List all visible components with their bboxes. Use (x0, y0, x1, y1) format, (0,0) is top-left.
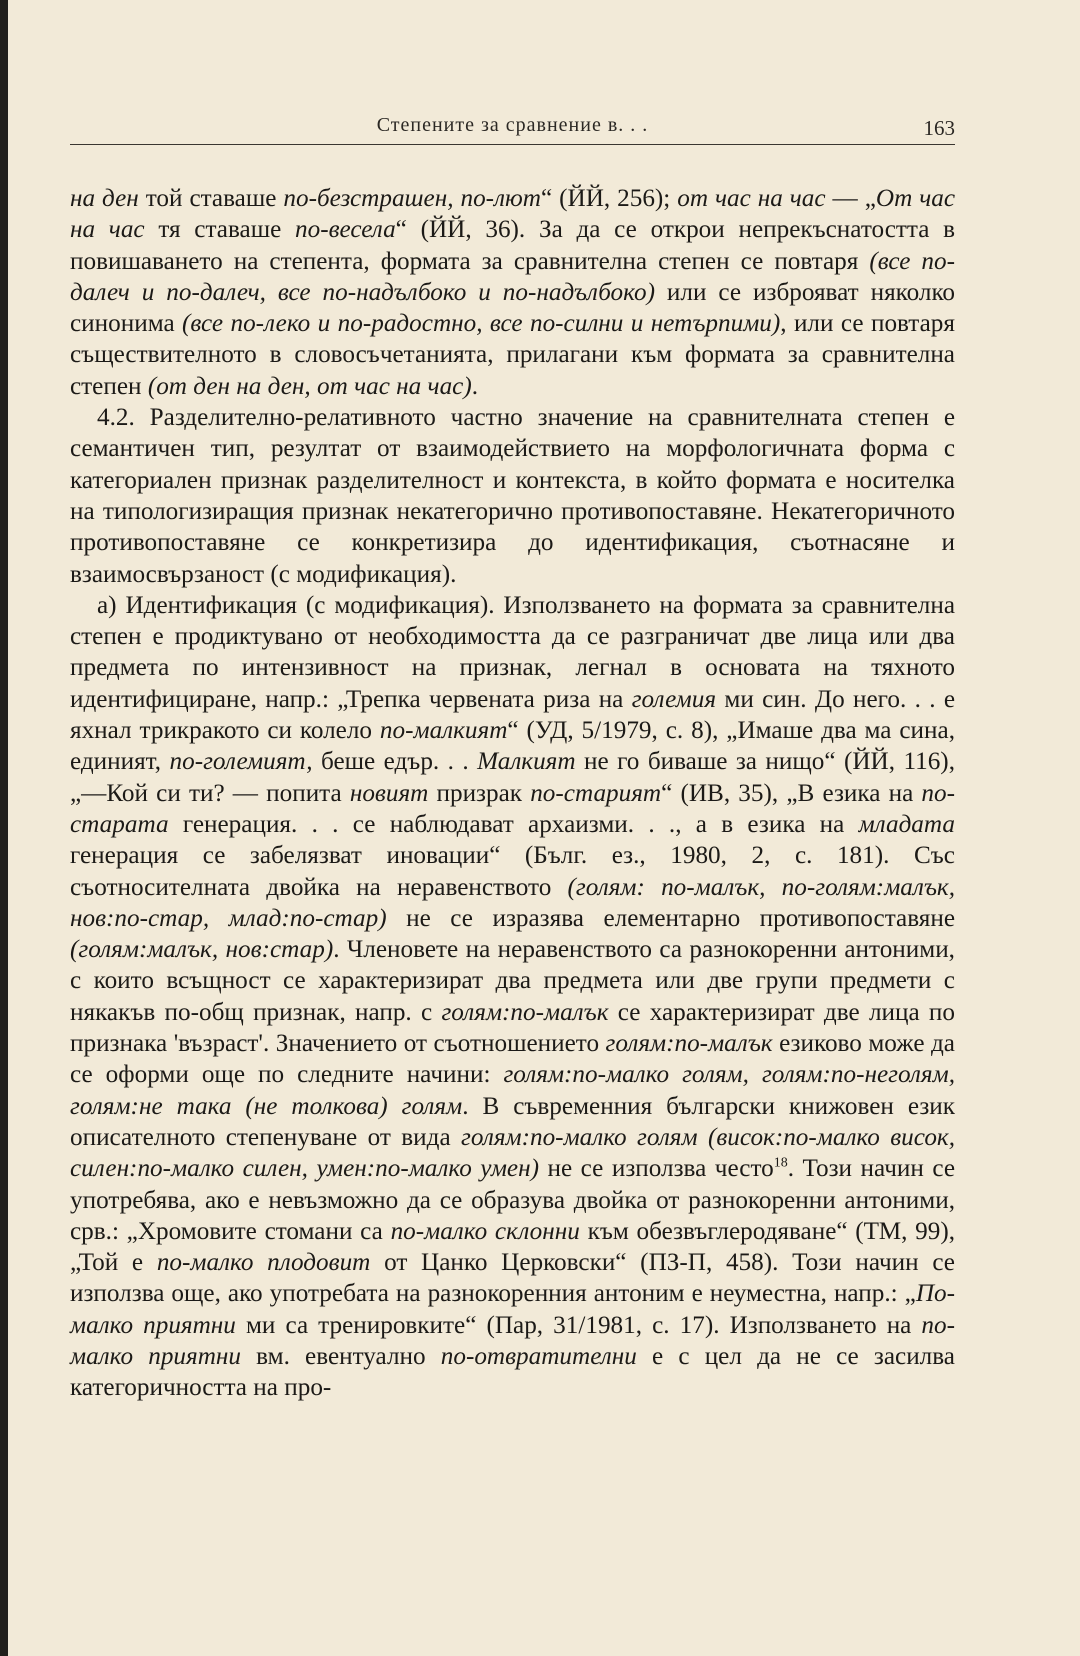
text-run: ми син. До него. . . е яхнал трикракото си колело (70, 685, 956, 745)
italic-example: голям:по-малък (441, 998, 609, 1026)
text-run: “ (УД, 5/1979, с. 8), „Имаше два ма сина, единият, (70, 717, 955, 776)
body-text (70, 183, 955, 1404)
text-run: или се изброяват няколко синонима (70, 278, 955, 338)
italic-example: (голям: по-малък, по-голям:малък, нов:по-стар, млад:по-стар) (70, 873, 955, 932)
text-run: . Членовете на неравенството са разнокоренни антоними, с които всъщност се характеризират два предмета или две групи предмети с някакъв по-общ признак, напр. с (70, 936, 955, 1026)
text-run: — „ (825, 185, 876, 212)
text-run: беше едър. . . (312, 748, 478, 776)
italic-example: по-отвратителни (440, 1342, 637, 1370)
text-run: генерация се забелязват иновации“ (Бълг. ез., 1980, 2, с. 181). Със съотносителната двойка на неравенството (70, 842, 955, 901)
italic-example: голям:по-малък (605, 1030, 773, 1058)
italic-example: новият (349, 779, 429, 807)
text-run: призрак (428, 779, 531, 807)
text-run: е с цел да не се засилва категоричността на про- (70, 1342, 955, 1402)
text-run: ми са тренировките“ (Пар, 31/1981, с. 17). Използването на (235, 1311, 922, 1339)
italic-example: големия (631, 685, 717, 713)
text-run: “ (ЙЙ, 36). За да се открои непрекъснатостта в повишаването на степента, формата за сравнителна степен се повтаря (70, 216, 956, 275)
italic-example: младата (858, 810, 955, 838)
text-run: към обезвъглеродяване“ (ТМ, 99), „Той е (70, 1217, 956, 1277)
italic-example: (голям:малък, нов:стар) (70, 936, 334, 964)
text-run: генерация. . . се наблюдават архаизми. . ., а в езика на (168, 810, 859, 838)
text-run: не се използва често (539, 1155, 774, 1183)
italic-example: (все по-леко и по-радостно, все по-силни и нетърпими) (182, 310, 781, 338)
text-run: той ставаше (138, 185, 284, 212)
italic-example: голям:по-малко голям (висок:по-малко висок, силен:по-малко силен, умен:по-малко умен) (70, 1123, 955, 1183)
italic-example: голям:по-малко голям, голям:по-неголям, голям:не така (не толкова) голям (70, 1061, 955, 1120)
italic-example: от час на час (677, 185, 826, 212)
italic-example: по-големият, (169, 748, 313, 776)
text-run: . (471, 372, 479, 400)
book-spine-shadow (0, 0, 8, 1656)
italic-example: на ден (70, 185, 139, 212)
text-run: “ (ЙЙ, 256); (540, 185, 678, 212)
running-header (70, 110, 955, 145)
text-run: . Този начин се употребява, ако е невъзможно да се образува двойка от разнокоренни антоними, срв.: „Хромовите стомани са (70, 1155, 955, 1245)
text-run: не го биваше за нищо“ (ЙЙ, 116), „—Кой си ти? — попита (70, 748, 955, 807)
italic-example: (все по-далеч и по-далеч, все по-надълбоко и по-надълбоко) (70, 247, 955, 306)
text-run: , или се повтаря съществителното в словосъчетанията, прилагани към формата за сравнителна степен (70, 310, 955, 400)
book-page (70, 110, 955, 1404)
running-title: Степените за сравнение в. . . (376, 114, 649, 136)
footnote-ref: 18 (773, 1155, 788, 1171)
page-number: 163 (923, 116, 955, 140)
paragraph-a-identification (70, 590, 955, 1404)
italic-example: Малкият (477, 748, 576, 776)
text-run: от Цанко Церковски“ (ПЗ-П, 458). Този начин се използва още, ако употребата на разнокоренния антоним е неуместна, напр.: „ (70, 1249, 955, 1308)
italic-example: по-старата (70, 779, 955, 838)
text-run: тя ставаше (144, 216, 296, 244)
italic-example: по-весела (295, 216, 396, 244)
italic-example: По-малко приятни (70, 1280, 955, 1339)
text-run: се характеризират две лица по признака 'възраст'. Значението от съотношението (70, 998, 955, 1058)
italic-example: От час на час (70, 185, 955, 244)
text-run: а) Идентификация (с модификация). Използването на формата за сравнителна степен е продиктувано от необходимостта да се разграничат две лица или два предмета по интензивност на признак, легнал в основата на тяхното идентифициране, напр.: „Трепка червената риза на (70, 591, 955, 713)
italic-example: по-малко склонни (390, 1217, 580, 1245)
italic-example: (от ден на ден, от час на час) (147, 372, 472, 400)
italic-example: по-старият (530, 779, 662, 807)
text-run: . В съвременния български книжовен език описателното степенуване от вида (70, 1092, 955, 1151)
text-run: не се изразява елементарно противопоставяне (386, 904, 956, 932)
italic-example: по-малко плодовит (156, 1249, 371, 1277)
text-run: 4.2. Разделително-релативното частно значение на сравнителната степен е семантичен тип, резултат от взаимодействието на морфологичната форма с категориален признак разделителност и контекста, в който формата е носителка на типологизиращия признак некатегорично противопоставяне. Некатегоричното противопоставяне се конкретизира до идентификация, съотнасяне и взаимосвързаност (с модификация). (70, 404, 955, 588)
text-run: вм. евентуално (241, 1342, 441, 1370)
paragraph-1 (70, 183, 955, 402)
italic-example: по-безстрашен, по-лют (283, 185, 541, 212)
paragraph-4-2 (70, 402, 955, 590)
italic-example: по-малкият (379, 717, 508, 745)
text-run: езиково може да се оформи още по следните начини: (70, 1030, 955, 1089)
italic-example: по-малко приятни (70, 1311, 955, 1370)
text-run: “ (ИВ, 35), „В езика на (661, 779, 922, 807)
